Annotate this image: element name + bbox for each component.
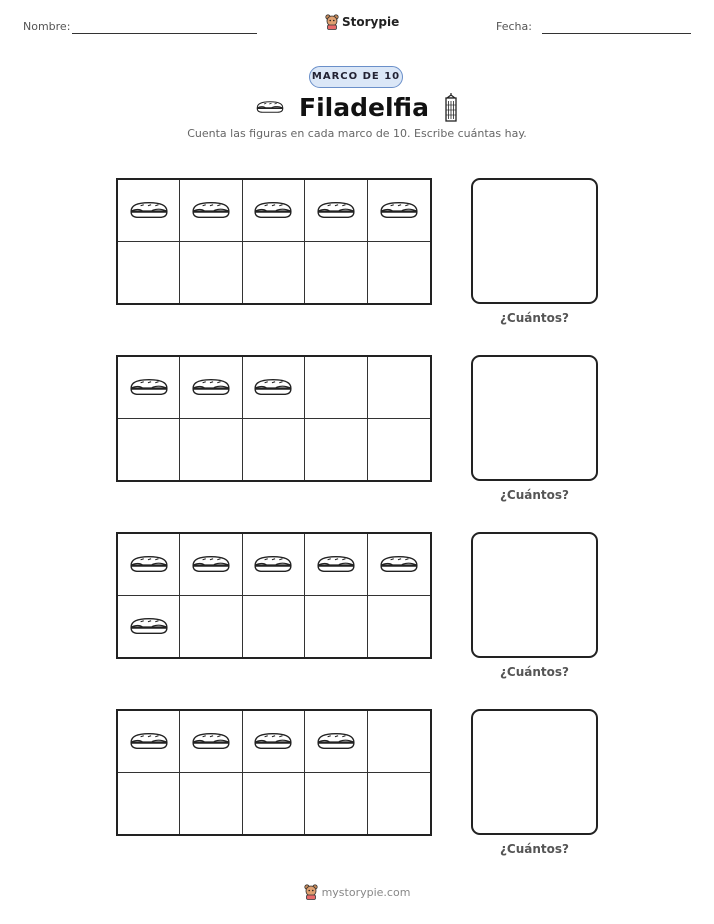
frame-cell [305,773,367,835]
page-title: Filadelfia [299,92,429,122]
name-line[interactable] [72,33,257,34]
sandwich-icon [128,614,170,638]
sandwich-icon [128,375,170,399]
frame-cell [118,534,180,596]
question-label-4: ¿Cuántos? [499,842,570,856]
date-line[interactable] [542,33,691,34]
footer [0,884,714,900]
bear-logo-icon [304,884,318,900]
frame-cell [305,596,367,658]
frame-cell [118,596,180,658]
frame-cell [305,357,367,419]
ten-frame-3 [116,532,432,659]
answer-box-1[interactable] [471,178,598,304]
frame-cell [305,534,367,596]
frame-cell [118,773,180,835]
brand-logo [325,14,399,30]
question-label-1: ¿Cuántos? [499,311,570,325]
brand-name: Storypie [342,15,400,29]
sandwich-icon [252,198,294,222]
sandwich-icon [190,552,232,576]
frame-cell [118,242,180,304]
frame-cell [118,419,180,481]
question-label-2: ¿Cuántos? [499,488,570,502]
frame-cell [180,419,242,481]
frame-cell [368,242,430,304]
date-label: Fecha: [496,20,532,33]
sandwich-icon [190,375,232,399]
answer-box-2[interactable] [471,355,598,481]
frame-cell [368,357,430,419]
frame-cell [180,773,242,835]
instructions: Cuenta las figuras en cada marco de 10. Escribe cuántas hay. [187,127,527,140]
frame-cell [305,242,367,304]
worksheet-type-badge: MARCO DE 10 [309,66,403,88]
frame-cell [305,711,367,773]
frame-cell [243,596,305,658]
sandwich-icon [315,198,357,222]
frame-cell [180,534,242,596]
frame-cell [118,180,180,242]
frame-cell [305,180,367,242]
answer-box-4[interactable] [471,709,598,835]
frame-cell [368,773,430,835]
sandwich-icon [128,552,170,576]
frame-cell [243,357,305,419]
frame-cell [180,596,242,658]
frame-cell [368,180,430,242]
sandwich-icon [190,198,232,222]
ten-frame-4 [116,709,432,836]
answer-box-3[interactable] [471,532,598,658]
footer-url: mystorypie.com [321,885,411,899]
sandwich-icon [128,729,170,753]
ten-frame-1 [116,178,432,305]
frame-cell [368,419,430,481]
frame-cell [368,596,430,658]
sandwich-icon [190,729,232,753]
frame-cell [180,180,242,242]
sandwich-icon [252,375,294,399]
sandwich-icon [252,729,294,753]
building-icon [443,92,459,122]
frame-cell [243,711,305,773]
frame-cell [118,357,180,419]
frame-cell [243,180,305,242]
frame-cell [118,711,180,773]
sandwich-icon [378,198,420,222]
question-label-3: ¿Cuántos? [499,665,570,679]
sandwich-icon [255,98,285,116]
frame-cell [180,357,242,419]
sandwich-icon [128,198,170,222]
frame-cell [368,534,430,596]
frame-cell [243,773,305,835]
frame-cell [243,534,305,596]
frame-cell [243,242,305,304]
bear-logo-icon [325,14,339,30]
frame-cell [180,242,242,304]
ten-frame-2 [116,355,432,482]
frame-cell [180,711,242,773]
sandwich-icon [315,729,357,753]
name-label: Nombre: [23,20,71,33]
frame-cell [368,711,430,773]
frame-cell [243,419,305,481]
sandwich-icon [315,552,357,576]
sandwich-icon [252,552,294,576]
sandwich-icon [378,552,420,576]
frame-cell [305,419,367,481]
title-row [0,92,714,122]
